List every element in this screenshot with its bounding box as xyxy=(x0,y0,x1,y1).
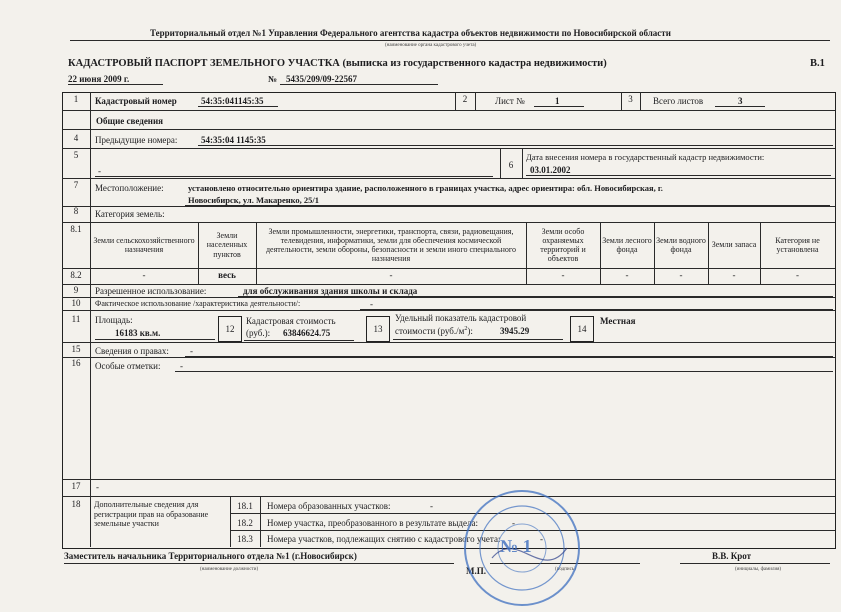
land-col-agricultural: Земли сельскохозяйственного назначения xyxy=(93,235,195,254)
cadastral-number-value: 54:35:041145:35 xyxy=(201,96,264,106)
row183-num: 18.3 xyxy=(237,534,253,544)
row5-num: 5 xyxy=(73,150,79,160)
land-category-label: Категория земель: xyxy=(95,209,165,219)
specific-value-label1: Удельный показатель кадастровой xyxy=(395,313,527,323)
row181-value: - xyxy=(430,501,433,511)
specific-value-unit-sup: 2 xyxy=(464,326,468,332)
form-code: В.1 xyxy=(810,58,825,69)
row13-num: 13 xyxy=(366,316,390,342)
authority-name: Территориальный отдел №1 Управления Федерального агентства кадастра объектов недвижимости по Новосибирской области xyxy=(150,28,671,38)
land-val-not-set: - xyxy=(796,270,799,281)
land-col-settlements: Земли населенных пунктов xyxy=(206,231,248,259)
seal-number: № 1 xyxy=(500,536,532,556)
land-col-not-set: Категория не установлена xyxy=(775,235,820,254)
name-caption: (инициалы, фамилия) xyxy=(735,567,782,572)
position-caption: (наименование должности) xyxy=(200,567,259,572)
row183-value: - xyxy=(540,534,543,544)
land-val-agricultural: - xyxy=(142,270,146,281)
location-line1: установлено относительно ориентира здание, расположенного в границах участка, адрес ориентира: обл. Новосибирская, г. xyxy=(188,183,663,193)
row3-num: 3 xyxy=(628,94,633,104)
cadastral-number-label: Кадастровый номер xyxy=(95,96,177,106)
row4-num: 4 xyxy=(73,133,79,143)
permitted-use-label: Разрешенное использование: xyxy=(95,286,207,296)
specific-value-label2 xyxy=(395,326,473,336)
rights-label: Сведения о правах: xyxy=(95,346,169,356)
row7-num: 7 xyxy=(73,180,79,190)
land-val-industry: - xyxy=(389,270,393,281)
land-val-reserve: - xyxy=(732,270,736,281)
row81-num: 8.1 xyxy=(70,224,82,234)
location-label: Местоположение: xyxy=(95,183,164,193)
permitted-use-value: для обслуживания здания школы и склада xyxy=(243,286,418,296)
land-col-protected: Земли особо охраняемых территорий и объектов xyxy=(540,226,586,264)
row12-num: 12 xyxy=(218,316,242,342)
area-value: 16183 кв.м. xyxy=(115,328,161,338)
row1-num: 1 xyxy=(73,94,79,104)
signatory-name: В.В. Крот xyxy=(712,551,752,561)
document-title: КАДАСТРОВЫЙ ПАСПОРТ ЗЕМЕЛЬНОГО УЧАСТКА (выписка из государственного кадастра недвижимости) xyxy=(68,58,607,69)
land-col-industry: Земли промышленности, энергетики, транспорта, связи, радиовещания, телевидения, информатики, земли для обеспечения космической деятельности, земли обороны, безопасности и земли иного специального назначения xyxy=(265,226,517,264)
cadastral-value: 63846624.75 xyxy=(283,328,331,338)
row5-value: - xyxy=(98,166,101,176)
sheet-label: Лист № xyxy=(495,96,525,106)
land-val-protected: - xyxy=(561,270,565,281)
seal-place: М.П. xyxy=(466,566,486,576)
row10-num: 10 xyxy=(71,298,81,308)
area-label: Площадь: xyxy=(95,315,133,325)
signatory-position: Заместитель начальника Территориального отдела №1 (г.Новосибирск) xyxy=(64,551,357,561)
signature-caption: (подпись) xyxy=(555,567,576,572)
row181-num: 18.1 xyxy=(237,501,253,511)
row181-label: Номера образованных участков: xyxy=(267,501,391,511)
date-entered-label: Дата внесения номера в государственный кадастр недвижимости: xyxy=(526,152,765,162)
land-val-forest: - xyxy=(625,270,629,281)
row14-num: 14 xyxy=(570,316,594,342)
land-col-water: Земли водного фонда xyxy=(656,235,706,254)
row11-num: 11 xyxy=(71,314,81,324)
general-section-title: Общие сведения xyxy=(96,116,164,126)
row82-num: 8.2 xyxy=(70,270,82,280)
issue-date: 22 июня 2009 г. xyxy=(68,74,130,84)
special-notes-value: - xyxy=(180,361,183,371)
actual-use-value: - xyxy=(370,299,373,309)
number-prefix: № xyxy=(268,74,278,84)
land-val-water: - xyxy=(679,270,683,281)
row182-label: Номер участка, преобразованного в результате выдела: xyxy=(267,518,478,528)
cadastral-value-label1: Кадастровая стоимость xyxy=(246,316,336,326)
official-seal xyxy=(462,488,582,608)
previous-numbers-label: Предыдущие номера: xyxy=(95,135,178,145)
row182-num: 18.2 xyxy=(237,518,253,528)
special-notes-label: Особые отметки: xyxy=(95,361,161,371)
cadastral-value-label2: (руб.): xyxy=(246,328,271,338)
total-sheets-label: Всего листов xyxy=(653,96,704,106)
specific-value-unit: стоимости (руб./м xyxy=(395,326,465,336)
sheet-number: 1 xyxy=(555,96,560,106)
previous-numbers-value: 54:35:04 1145:35 xyxy=(201,135,266,145)
location-line2: Новосибирск, ул. Макаренко, 25/1 xyxy=(188,195,320,205)
row183-label: Номера участков, подлежащих снятию с кадастрового учета: xyxy=(267,534,501,544)
row15-num: 15 xyxy=(71,344,81,354)
row17-value: - xyxy=(96,482,99,492)
land-col-forest: Земли лесного фонда xyxy=(602,235,652,254)
row9-num: 9 xyxy=(73,285,79,295)
authority-caption: (наименование органа кадастрового учета) xyxy=(385,43,477,48)
row17-num: 17 xyxy=(71,481,81,491)
specific-value-unit-end: ): xyxy=(467,326,473,336)
land-val-settlements: весь xyxy=(218,270,236,281)
land-col-reserve: Земли запаса xyxy=(711,240,757,250)
row8-num: 8 xyxy=(73,206,79,216)
specific-value: 3945.29 xyxy=(500,326,530,336)
rights-value: - xyxy=(190,346,193,356)
date-entered-value: 03.01.2002 xyxy=(530,165,571,175)
row18-num: 18 xyxy=(71,499,81,509)
valuation-scope: Местная xyxy=(600,316,636,326)
actual-use-label: Фактическое использование /характеристика деятельности/: xyxy=(95,299,301,308)
additional-info-label: Дополнительные сведения для регистрации прав на образование земельные участки xyxy=(94,500,209,529)
row16-num: 16 xyxy=(71,358,81,368)
row2-num: 2 xyxy=(462,94,468,104)
row6-num: 6 xyxy=(508,160,514,170)
total-sheets-value: 3 xyxy=(738,96,743,106)
document-number: 5435/209/09-22567 xyxy=(286,74,357,84)
row182-value: - xyxy=(512,518,515,528)
